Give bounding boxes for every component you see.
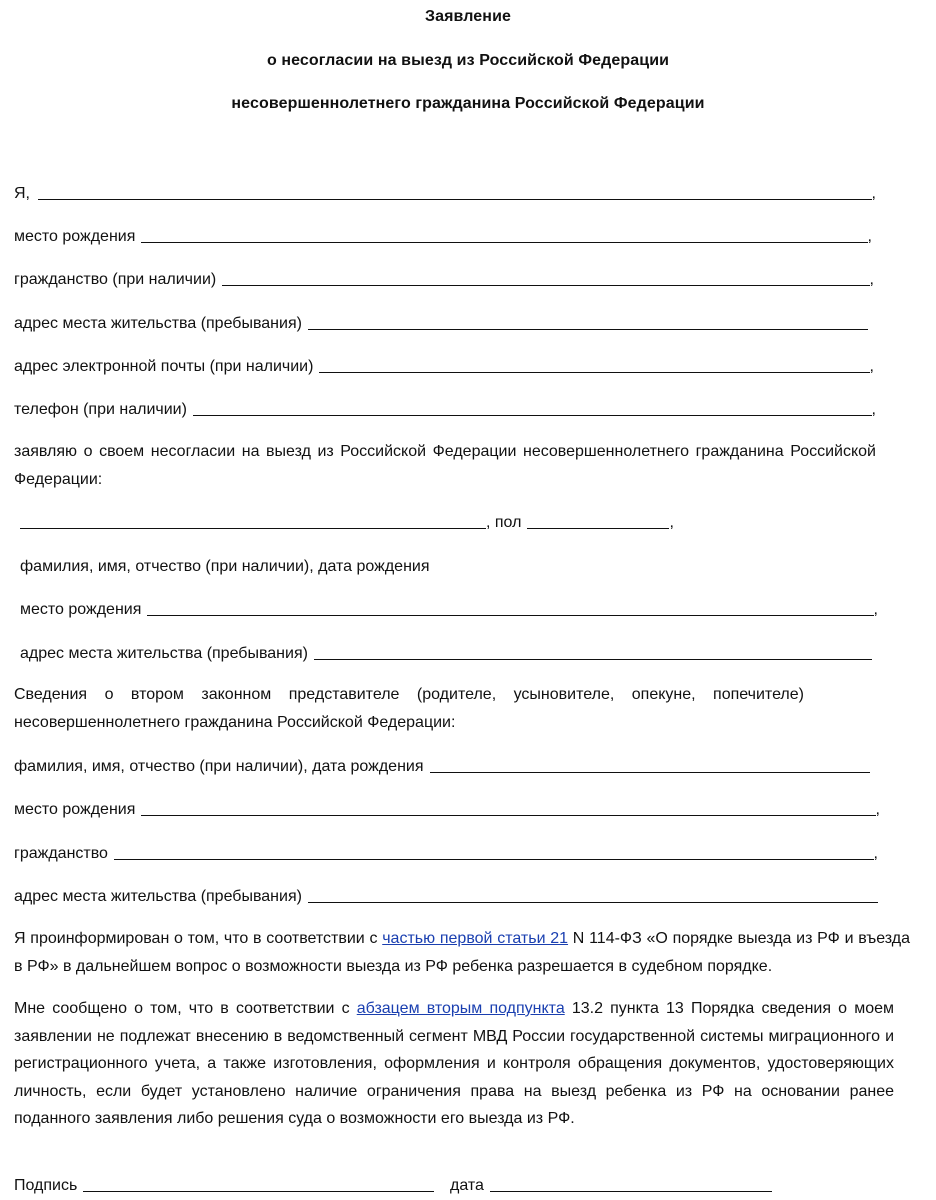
info-paragraph-2 — [14, 995, 894, 1133]
info1-text-before: Я проинформирован о том, что в соответствии с — [14, 930, 383, 947]
applicant-phone-field[interactable] — [193, 415, 872, 416]
date-label: дата — [450, 1177, 484, 1194]
applicant-email-field[interactable] — [319, 372, 869, 373]
second-rep-birthplace-field[interactable] — [141, 815, 875, 816]
law-article-link[interactable]: частью первой статьи 21 — [382, 930, 569, 947]
comma: , — [869, 271, 874, 288]
second-rep-address-field[interactable] — [308, 902, 878, 903]
second-rep-address-label: адрес места жительства (пребывания) — [14, 888, 302, 905]
procedure-subclause-link[interactable]: абзацем вторым подпункта — [356, 1000, 565, 1017]
applicant-address-label: адрес места жительства (пребывания) — [14, 315, 302, 332]
child-name-field[interactable] — [20, 528, 486, 529]
info2-text-after: 13.2 пункта 13 Порядка сведения о моем заявлении не подлежат внесению в ведомственный сегмент МВД России государственной системы миграционного и регистрационного учета, а также изготовления, оформления и контроля обращения документов, удостоверяющих личность, если будет установлено наличие ограничения права на выезд ребенка из РФ на основании ранее поданного заявления либо решения суда о возможности его выезда из РФ. — [14, 1000, 894, 1127]
applicant-citizenship-row — [14, 266, 874, 290]
child-fio-caption: фамилия, имя, отчество (при наличии), дата рождения — [20, 558, 430, 575]
child-address-label: адрес места жительства (пребывания) — [20, 645, 308, 662]
applicant-birthplace-field[interactable] — [141, 242, 867, 243]
second-rep-citizenship-label: гражданство — [14, 845, 108, 862]
comma: , — [869, 358, 874, 375]
applicant-phone-label: телефон (при наличии) — [14, 401, 187, 418]
applicant-phone-row — [14, 396, 876, 420]
date-field[interactable] — [490, 1191, 772, 1192]
second-rep-citizenship-row — [14, 840, 878, 864]
statement-text: заявляю о своем несогласии на выезд из Российской Федерации несовершеннолетнего гражданина Российской Федерации: — [14, 443, 876, 488]
second-rep-citizenship-field[interactable] — [114, 859, 874, 860]
child-address-field[interactable] — [314, 659, 872, 660]
second-rep-birthplace-row — [14, 796, 880, 820]
form-subtitle: о несогласии на выезд из Российской Федерации — [266, 52, 670, 69]
comma: , — [871, 401, 876, 418]
child-address-row — [20, 640, 872, 664]
applicant-email-label: адрес электронной почты (при наличии) — [14, 358, 314, 375]
date-row — [450, 1172, 772, 1196]
signature-field[interactable] — [83, 1191, 434, 1192]
applicant-birthplace-label: место рождения — [14, 228, 136, 245]
child-fio-caption-row — [20, 553, 720, 577]
comma: , — [871, 185, 876, 202]
second-rep-fio-field[interactable] — [430, 772, 871, 773]
applicant-name-row — [14, 180, 876, 204]
child-birthplace-row — [20, 596, 878, 620]
child-birthplace-label: место рождения — [20, 601, 142, 618]
child-sex-label: , пол — [486, 514, 522, 531]
child-birthplace-field[interactable] — [147, 615, 873, 616]
info-paragraph-1 — [14, 925, 910, 980]
applicant-birthplace-row — [14, 223, 872, 247]
signature-row — [14, 1172, 434, 1196]
form-subtitle-2: несовершеннолетнего гражданина Российской Федерации — [231, 95, 705, 112]
second-rep-birthplace-label: место рождения — [14, 801, 136, 818]
applicant-name-label: Я, — [14, 185, 30, 202]
second-rep-address-row — [14, 883, 878, 907]
applicant-citizenship-field[interactable] — [222, 285, 869, 286]
second-rep-fio-label: фамилия, имя, отчество (при наличии), дата рождения — [14, 758, 424, 775]
applicant-name-field[interactable] — [38, 199, 872, 200]
info2-text-before: Мне сообщено о том, что в соответствии с — [14, 1000, 357, 1017]
comma: , — [669, 514, 674, 531]
applicant-address-row — [14, 310, 868, 334]
signature-label: Подпись — [14, 1177, 78, 1194]
comma: , — [873, 601, 878, 618]
child-name-row — [20, 509, 680, 533]
comma: , — [875, 801, 880, 818]
applicant-address-field[interactable] — [308, 329, 868, 330]
comma: , — [873, 845, 878, 862]
second-representative-intro: Сведения о втором законном представителе (родителе, усыновителе, опекуне, попечителе) несовершеннолетнего гражданина Российской Федерации: — [14, 686, 804, 731]
comma: , — [867, 228, 872, 245]
applicant-citizenship-label: гражданство (при наличии) — [14, 271, 217, 288]
applicant-email-row — [14, 353, 874, 377]
second-rep-fio-row — [14, 753, 870, 777]
info1-text-after: N 114-ФЗ «О порядке выезда из РФ и въезда в РФ» в дальнейшем вопрос о возможности выезда из РФ ребенка разрешается в судебном порядке. — [14, 930, 910, 975]
form-title: Заявление — [424, 8, 512, 25]
child-sex-field[interactable] — [527, 528, 669, 529]
